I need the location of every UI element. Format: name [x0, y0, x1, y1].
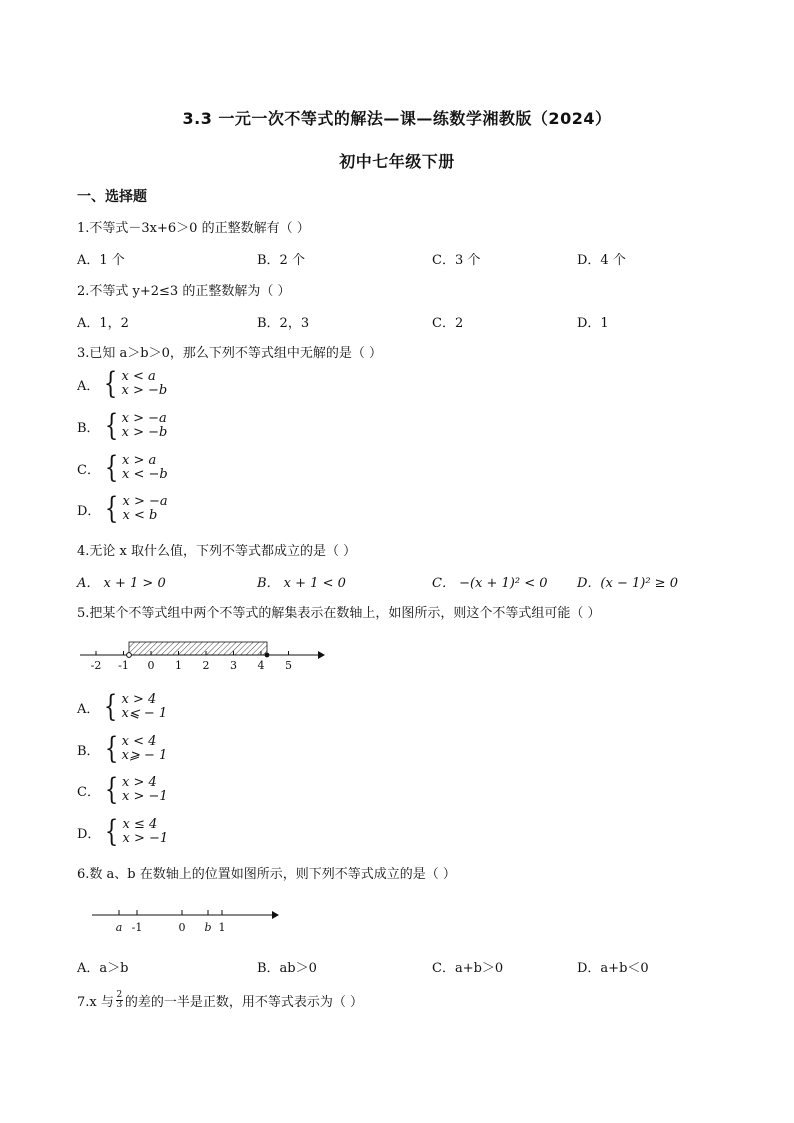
question-3-stem: 3.已知 a＞b＞0，那么下列不等式组中无解的是（ ）	[77, 346, 383, 361]
system-line: x < −b	[122, 467, 168, 482]
inequality-system	[123, 495, 168, 523]
brace-icon: {	[104, 689, 118, 724]
q5-axis-tick-label: 4	[257, 659, 265, 672]
question-2-options	[77, 312, 717, 330]
question-1-options	[77, 249, 717, 267]
brace-icon: {	[104, 450, 119, 485]
system-line: x > −b	[121, 425, 168, 440]
q5-option-b	[77, 731, 168, 766]
system-line: x > −b	[121, 383, 168, 398]
system-line: x⩽ − 1	[121, 706, 168, 721]
system-line: x⩾ − 1	[121, 748, 168, 763]
q7-stem-pre: 7.x 与	[77, 995, 114, 1010]
question-4-options	[77, 572, 717, 590]
fraction-denominator: 3	[116, 1000, 123, 1010]
q5-solid-point	[265, 653, 270, 658]
inequality-system	[122, 412, 168, 440]
q5-axis-tick-label: -2	[90, 659, 102, 672]
q6-number-line	[92, 903, 292, 939]
system-line: x < a	[121, 369, 156, 384]
question-1-stem: 1.不等式－3x+6＞0 的正整数解有（ ）	[77, 221, 310, 236]
page-title: 3.3 一元一次不等式的解法—课—练数学湘教版（2024）	[182, 109, 612, 128]
system-line: x > −1	[122, 789, 168, 804]
q4-option-d: D．(x − 1)² ≥ 0	[577, 576, 678, 591]
q5-solution-range	[129, 642, 267, 655]
system-line: x > 4	[121, 692, 157, 707]
option-label: C．	[77, 462, 100, 478]
option-label: C．	[77, 784, 100, 800]
inequality-system	[123, 818, 169, 846]
system-line: x > 4	[122, 775, 157, 790]
question-5-stem: 5.把某个不等式组中两个不等式的解集表示在数轴上，如图所示，则这个不等式组可能（ ）	[77, 606, 601, 621]
brace-icon: {	[104, 772, 119, 807]
q6-axis-label: 0	[178, 921, 186, 934]
section-heading: 一、选择题	[77, 189, 147, 205]
q3-option-a	[77, 366, 168, 401]
q5-axis-tick-label: -1	[118, 659, 129, 672]
q6-arrow-icon	[272, 911, 279, 919]
inequality-system	[122, 776, 168, 804]
option-label: A．	[77, 378, 100, 394]
system-line: x > a	[122, 453, 157, 468]
q3-option-d	[77, 491, 168, 526]
q6-option-a: A．a＞b	[77, 961, 129, 976]
q5-axis-tick-label: 5	[285, 659, 292, 672]
q2-option-c: C．2	[432, 316, 464, 331]
q4-option-b: B． x + 1 < 0	[257, 576, 346, 591]
brace-icon: {	[104, 408, 118, 443]
q6-axis-label: a	[115, 921, 123, 934]
q1-option-c: C．3 个	[432, 253, 481, 268]
q6-option-c: C．a+b＞0	[432, 961, 504, 976]
q5-arrow-icon	[318, 651, 325, 659]
q6-axis-label: -1	[131, 921, 143, 934]
q3-option-c	[77, 450, 168, 485]
q6-axis-label: b	[204, 921, 212, 934]
brace-icon: {	[104, 366, 118, 401]
inequality-system	[122, 735, 168, 763]
question-4-stem: 4.无论 x 取什么值，下列不等式都成立的是（ ）	[77, 544, 357, 559]
question-6-stem: 6.数 a、b 在数轴上的位置如图所示，则下列不等式成立的是（ ）	[77, 867, 456, 882]
system-line: x > −a	[121, 411, 167, 426]
system-line: x ≤ 4	[122, 817, 158, 832]
brace-icon: {	[105, 814, 119, 849]
q1-option-a: A．1 个	[77, 253, 125, 268]
q5-number-line	[78, 636, 338, 676]
q5-axis-tick-label: 1	[175, 659, 182, 672]
option-label: B．	[77, 743, 100, 759]
q5-axis-tick-label: 3	[230, 659, 237, 672]
q6-option-b: B．ab＞0	[257, 961, 317, 976]
q5-axis-tick-label: 0	[147, 659, 155, 672]
question-6-options	[77, 957, 717, 975]
q6-option-d: D．a+b＜0	[577, 961, 649, 976]
q4-option-c: C． −(x + 1)² < 0	[432, 576, 548, 591]
q1-option-d: D．4 个	[577, 253, 626, 268]
inequality-system	[121, 693, 167, 721]
option-label: A．	[77, 701, 100, 717]
q2-option-d: D．1	[577, 316, 609, 331]
q5-hollow-point	[127, 653, 132, 658]
fraction-numerator: 2	[116, 990, 123, 1000]
q2-option-a: A．1，2	[77, 316, 129, 331]
question-2-stem: 2.不等式 y+2≤3 的正整数解为（ ）	[77, 284, 291, 299]
q5-option-c	[77, 772, 168, 807]
q7-stem-post: 的差的一半是正数，用不等式表示为（ ）	[124, 995, 364, 1010]
brace-icon: {	[105, 491, 119, 526]
fraction	[116, 991, 123, 1010]
q3-option-b	[77, 408, 168, 443]
system-line: x < 4	[121, 734, 157, 749]
q5-axis-tick-label: 2	[202, 659, 210, 672]
q5-option-a	[77, 689, 168, 724]
q5-option-d	[77, 814, 169, 849]
brace-icon: {	[104, 731, 118, 766]
question-7-stem	[77, 991, 363, 1010]
option-label: D．	[77, 826, 101, 842]
q2-option-b: B．2，3	[257, 316, 310, 331]
option-label: D．	[77, 503, 101, 519]
page-subtitle: 初中七年级下册	[339, 152, 455, 171]
system-line: x < b	[122, 508, 158, 523]
inequality-system	[121, 370, 167, 398]
system-line: x > −a	[122, 494, 168, 509]
option-label: B．	[77, 420, 100, 436]
q1-option-b: B．2 个	[257, 253, 305, 268]
system-line: x > −1	[122, 831, 169, 846]
inequality-system	[122, 454, 168, 482]
q6-axis-label: 1	[218, 921, 226, 934]
q4-option-a: A． x + 1 > 0	[77, 576, 166, 591]
